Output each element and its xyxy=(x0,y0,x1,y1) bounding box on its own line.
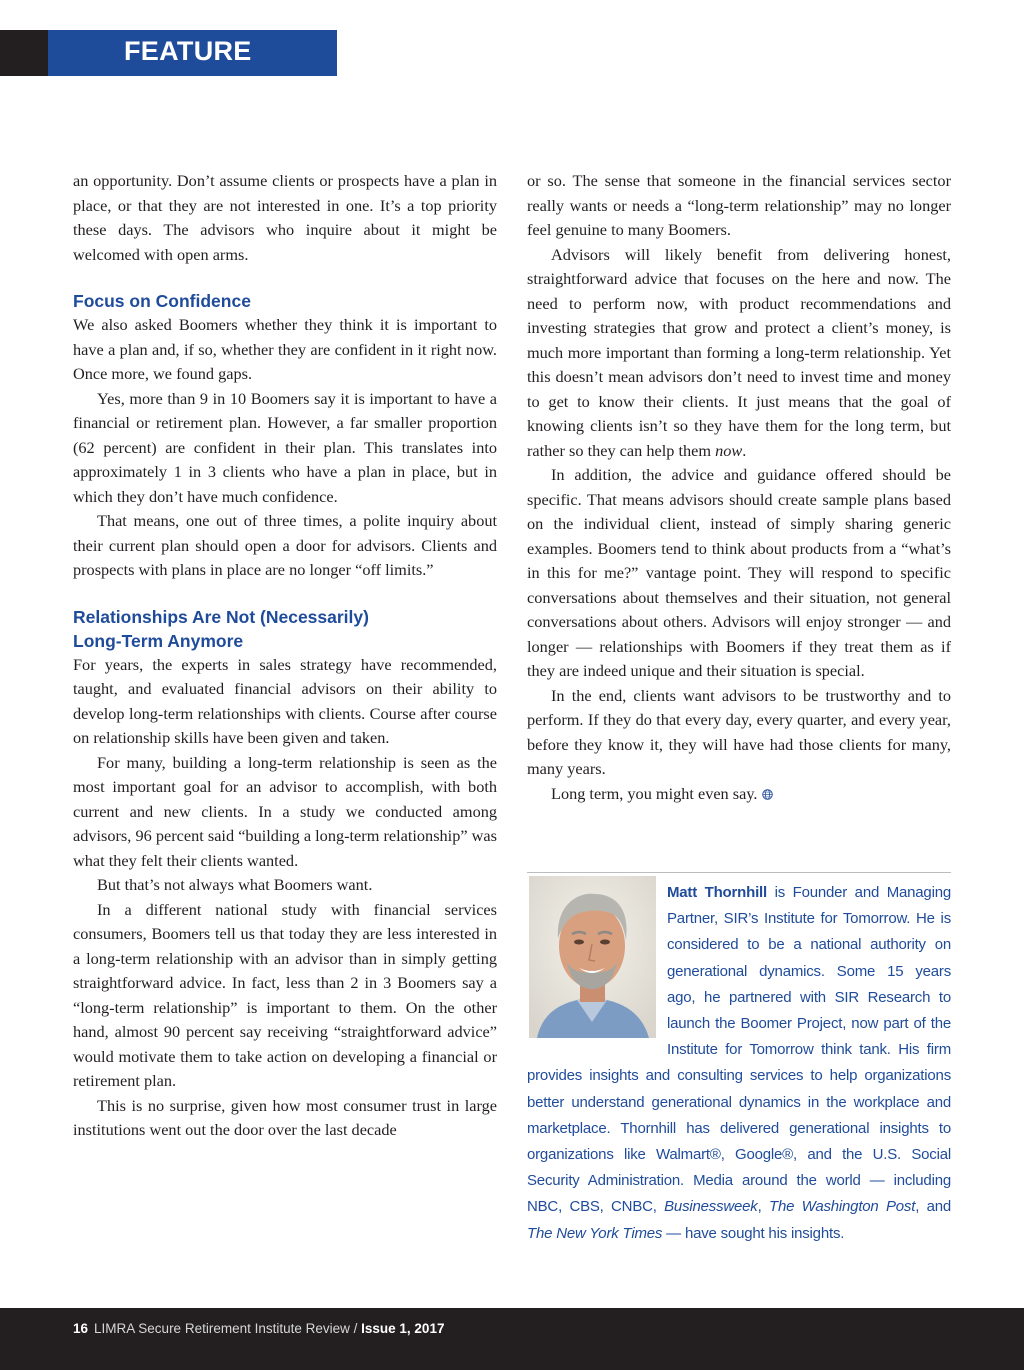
publication-title: The New York Times xyxy=(527,1224,663,1242)
emphasis-now: now xyxy=(715,440,743,460)
paragraph: In addition, the advice and guidance offered should be specific. That means advisors should create sample plans based on the individual client, instead of simply sharing generic examples. Boomers tend to think about products from a “what’s in this for me?” vantage point. They will respond to specific conversations about themselves and their situation, not general conversations about others. Advisors will enjoy stronger — and longer — relationships with Boomers if they treat them as if they are indeed unique and their situation is special. xyxy=(527,465,951,680)
paragraph: Advisors will likely benefit from delivering honest, straightforward advice that focuses on the here and now. The need to perform now, with product recommendations and investing strategies that grow and protect a client’s money, is much more important than forming a long-term relationship. Yet this doesn’t mean advisors don’t need to invest time and money to get to know their clients. It just means that the goal of knowing clients isn’t so they have them for the long term, but rather so they can help them now. xyxy=(527,244,951,460)
heading-line: Long-Term Anymore xyxy=(73,630,244,651)
section-label: FEATURE xyxy=(124,36,252,66)
footer-bar xyxy=(0,1308,1024,1370)
paragraph: In a different national study with financial services consumers, Boomers tell us that today they are less interested in a long-term relationship with an advisor than in simply getting straightforward advice. In fact, less than 2 in 3 Boomers say a “long-term relationship” is important to them. On the other hand, almost 90 percent say receiving “straightforward advice” would motivate them to take action on developing a financial or retirement plan. xyxy=(73,899,497,1090)
page-number: 16 xyxy=(73,1321,89,1336)
author-bio xyxy=(527,880,951,1247)
publication-title: The Washington Post xyxy=(768,1198,916,1216)
heading-relationships xyxy=(73,605,497,653)
paragraph: We also asked Boomers whether they think it is important to have a plan and, if so, whether they are confident in it right now. Once more, we found gaps. xyxy=(73,315,497,383)
paragraph: That means, one out of three times, a polite inquiry about their current plan should open a door for advisors. Clients and prospects with plans in place are no longer “off limits.” xyxy=(73,511,497,579)
paragraph xyxy=(527,782,951,807)
right-column xyxy=(527,169,951,806)
paragraph: For years, the experts in sales strategy have recommended, taught, and evaluated financial advisors on their ability to develop long-term relationships with clients. Course after course on relationship skills have been given and taken. xyxy=(73,654,497,747)
heading-line: Relationships Are Not (Necessarily) xyxy=(73,606,369,627)
heading-focus-on-confidence: Focus on Confidence xyxy=(73,291,251,311)
paragraph: For many, building a long-term relationship is seen as the most important goal for an advisor to accomplish, with both current and new clients. In a study we conducted among advisors, 96 percent said “building a long-term relationship” was what they felt their clients wanted. xyxy=(73,752,497,870)
paragraph: But that’s not always what Boomers want. xyxy=(97,875,373,894)
header-dark-block xyxy=(0,30,48,76)
bio-separator: , xyxy=(757,1198,769,1216)
issue-label: Issue 1, 2017 xyxy=(361,1321,445,1336)
paragraph: This is no surprise, given how most consumer trust in large institutions went out the door over the last decade xyxy=(73,1095,497,1139)
closing-line: Long term, you might even say. xyxy=(551,783,758,803)
paragraph-text: Advisors will likely benefit from delivering honest, straightforward advice that focuses on the here and now. The need to perform now, with product recommendations and investing strategies that grow and protect a client’s money, is much more important than forming a long-term relationship. Yet this doesn’t mean advisors don’t need to invest time and money to get to know their clients. It just means that the goal of knowing clients isn’t so they have them for the long term, but rather so they can help them xyxy=(527,244,951,460)
paragraph: an opportunity. Don’t assume clients or prospects have a plan in place, or that they are not interested in one. It’s a top priority these days. The advisors who inquire about it might be welcomed with open arms. xyxy=(73,171,497,264)
author-name: Matt Thornhill xyxy=(667,884,767,901)
bio-divider xyxy=(527,872,951,873)
bio-text: is Founder and Managing Partner, SIR’s Institute for Tomorrow. He is considered to be a national authority on generational dynamics. Some 15 years ago, he partnered with SIR Research to launch the Boomer Project, now part of the Institute for Tomorrow think tank. His firm provides insights and consulting services to help organizations better understand generational dynamics in the workplace and marketplace. Thornhill has delivered generational insights to organizations like Walmart®, Google®, and the U.S. Social Security Administration. Media around the world — including NBC, CBS, CNBC, xyxy=(527,884,951,1216)
paragraph: or so. The sense that someone in the financial services sector really wants or needs a “long-term relationship” may no longer feel genuine to many Boomers. xyxy=(527,171,951,239)
publication-title: Businessweek xyxy=(664,1198,758,1216)
bio-separator: , and xyxy=(915,1198,951,1216)
publication-name: LIMRA Secure Retirement Institute Review / xyxy=(94,1321,362,1336)
globe-end-icon xyxy=(762,789,773,800)
footer-text xyxy=(73,1321,444,1336)
left-column xyxy=(73,169,497,1143)
paragraph: In the end, clients want advisors to be trustworthy and to perform. If they do that every day, every quarter, and every year, before they know it, they will have had those clients for many, many years. xyxy=(527,685,951,778)
bio-text: — have sought his insights. xyxy=(662,1224,845,1242)
paragraph: Yes, more than 9 in 10 Boomers say it is important to have a financial or retirement plan. However, a far smaller proportion (62 percent) are confident in their plan. This translates into approximately 1 in 3 clients who have a plan in place, but in which they don’t have much confidence. xyxy=(73,388,497,506)
